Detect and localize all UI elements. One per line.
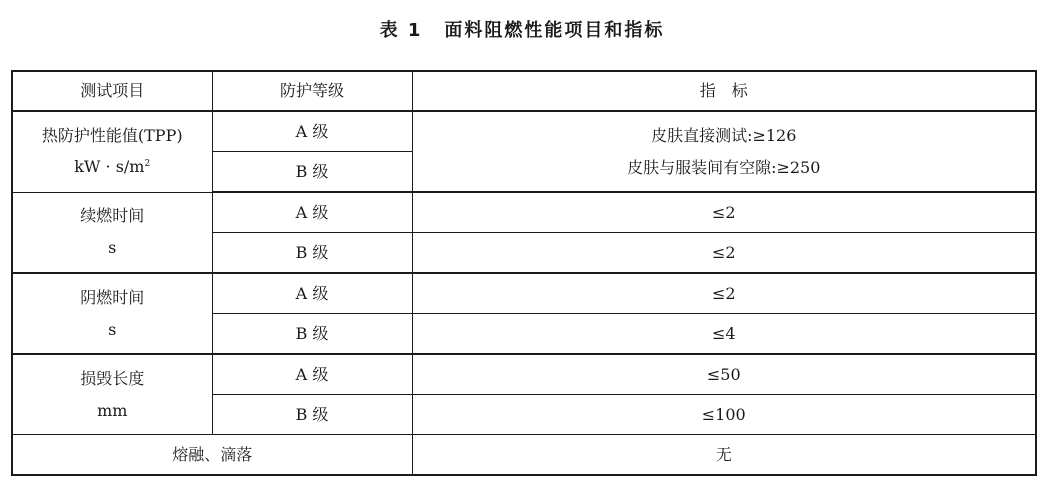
damage-grade-b: B 级 <box>212 395 412 435</box>
table-row <box>12 435 1036 476</box>
table-number: 表 1 <box>379 20 423 41</box>
tpp-indicator-direct: 皮肤直接测试:≥126 <box>651 125 797 145</box>
afterglow-item-cell <box>12 273 212 354</box>
damage-grade-a: A 级 <box>212 354 412 395</box>
afterflame-value-a: ≤2 <box>412 192 1036 233</box>
damage-value-a: ≤50 <box>412 354 1036 395</box>
afterflame-grade-a: A 级 <box>212 192 412 233</box>
afterglow-grade-b: B 级 <box>212 314 412 355</box>
afterflame-grade-b: B 级 <box>212 233 412 274</box>
table-row <box>12 111 1036 152</box>
afterglow-value-b: ≤4 <box>412 314 1036 355</box>
tpp-indicator-gap: 皮肤与服装间有空隙:≥250 <box>627 157 821 177</box>
melt-value: 无 <box>412 435 1036 476</box>
tpp-grade-b: B 级 <box>212 152 412 193</box>
afterflame-unit: s <box>108 238 117 258</box>
tpp-unit-exponent: 2 <box>144 159 151 170</box>
tpp-item-cell <box>12 111 212 192</box>
flame-retardant-spec-table <box>11 70 1037 476</box>
header-item: 测试项目 <box>12 71 212 111</box>
melt-item-cell: 熔融、滴落 <box>12 435 412 476</box>
tpp-name: 热防护性能值(TPP) <box>41 126 183 146</box>
afterflame-value-b: ≤2 <box>412 233 1036 274</box>
header-indicator: 指 标 <box>412 71 1036 111</box>
header-grade: 防护等级 <box>212 71 412 111</box>
afterglow-name: 阴燃时间 <box>80 287 145 307</box>
tpp-unit <box>13 150 212 181</box>
table-row <box>12 192 1036 233</box>
damage-value-b: ≤100 <box>412 395 1036 435</box>
tpp-unit-base: kW · s/m <box>74 157 145 177</box>
afterglow-grade-a: A 级 <box>212 273 412 314</box>
tpp-indicator-cell <box>412 111 1036 192</box>
table-title: 面料阻燃性能项目和指标 <box>444 20 665 41</box>
damage-name: 损毁长度 <box>80 368 145 388</box>
afterglow-value-a: ≤2 <box>412 273 1036 314</box>
damage-unit: mm <box>97 400 128 420</box>
table-caption <box>0 16 1044 42</box>
afterflame-item-cell <box>12 192 212 273</box>
afterflame-name: 续燃时间 <box>80 206 145 226</box>
damage-item-cell <box>12 354 212 435</box>
afterglow-unit: s <box>108 319 117 339</box>
table-row <box>12 354 1036 395</box>
table-row <box>12 273 1036 314</box>
tpp-grade-a: A 级 <box>212 111 412 152</box>
table-header-row <box>12 71 1036 111</box>
